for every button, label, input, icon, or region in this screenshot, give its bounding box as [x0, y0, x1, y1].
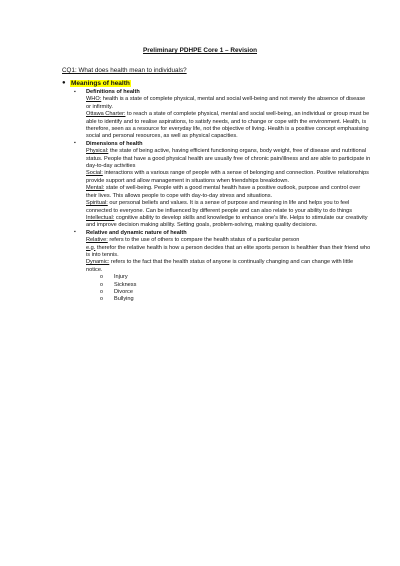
- list-item: o Injury: [100, 274, 371, 281]
- intellectual-text: cognitive ability to develop skills and knowledge to enhance one's life. Helps to stimulate our creativity and improve decision making ability. Setting goals, problem-solving, making quality decisions.: [86, 214, 368, 229]
- social-dimension: [86, 170, 371, 185]
- relative-term: Relative:: [86, 237, 108, 244]
- dynamic-text: refers to the fact that the health status of anyone is continually changing and can change with little notice.: [86, 259, 354, 273]
- ottawa-term: Ottawa Charter:: [86, 111, 126, 118]
- change-factors-list: [100, 274, 371, 304]
- dynamic-definition: [86, 259, 371, 274]
- section-title: Meanings of health: [71, 80, 130, 87]
- spiritual-text: our personal beliefs and values. It is a sense of purpose and meaning in life and helps you to feel connected to everyone. Can be influenced by different people and can also relate to your ability to do things: [86, 200, 353, 214]
- content-question: CQ1: What does health mean to individuals?: [62, 67, 187, 74]
- document-body: [86, 89, 371, 304]
- relative-text: refers to the use of others to compare the health status of a particular person: [109, 237, 300, 244]
- physical-dimension: [86, 148, 371, 170]
- social-text: interactions with a various range of people with a sense of belonging and connection. Positive relationships provide support and allow management in situations when friendships breakdown.: [86, 170, 369, 184]
- spiritual-term: Spiritual:: [86, 200, 108, 207]
- dimensions-heading: ▪ Dimensions of health: [86, 141, 371, 148]
- who-definition: [86, 96, 371, 111]
- list-item: o Divorce: [100, 289, 371, 296]
- spiritual-dimension: [86, 200, 371, 215]
- mental-term: Mental:: [86, 185, 105, 192]
- list-item: o Sickness: [100, 282, 371, 289]
- intellectual-dimension: [86, 215, 371, 230]
- mental-dimension: [86, 185, 371, 200]
- list-item: o Bullying: [100, 296, 371, 303]
- mental-text: state of well-being. People with a good mental health have a positive outlook, purpose and control over their lives. This allows people to cope with day-to-day stress and situations.: [86, 185, 361, 199]
- physical-term: Physical:: [86, 148, 109, 155]
- relative-heading: ▪ Relative and dynamic nature of health: [86, 230, 371, 237]
- bullet-icon: ●: [62, 80, 66, 86]
- dynamic-term: Dynamic:: [86, 259, 110, 266]
- intellectual-term: Intellectual:: [86, 214, 115, 221]
- relative-definition: [86, 237, 371, 244]
- ottawa-definition: [86, 111, 371, 141]
- ottawa-text: to reach a state of complete physical, mental and social well-being, an individual or group must be able to identify and to realise aspirations, to satisfy needs, and to change or cope with the environment. Health, is therefore, seen as a resource for everyday life, not the objective of living. Health is a positive concept emphasising social and personal resources, as well as physical capacities.: [86, 111, 370, 140]
- document-title: Preliminary PDHPE Core 1 – Revision: [142, 47, 257, 54]
- social-term: Social:: [86, 170, 103, 177]
- who-text: health is a state of complete physical, mental and social well-being and not merely the absence of disease or infirmity.: [86, 96, 366, 110]
- definitions-heading: ▪ Definitions of health: [86, 89, 371, 96]
- who-term: WHO:: [86, 96, 102, 103]
- example-term: e.g.: [86, 244, 96, 251]
- physical-text: the state of being active, having efficient functioning organs, body weight, free of disease and nutritional status. People that have a good physical health are usually free of chronic pain/illness and are able to participate in day-to-day activities: [86, 148, 371, 170]
- example-text: therefor the relative health is how a person decides that an elite sports person is healthier than their friend who is into tennis.: [86, 244, 371, 258]
- example-text-block: [86, 245, 371, 260]
